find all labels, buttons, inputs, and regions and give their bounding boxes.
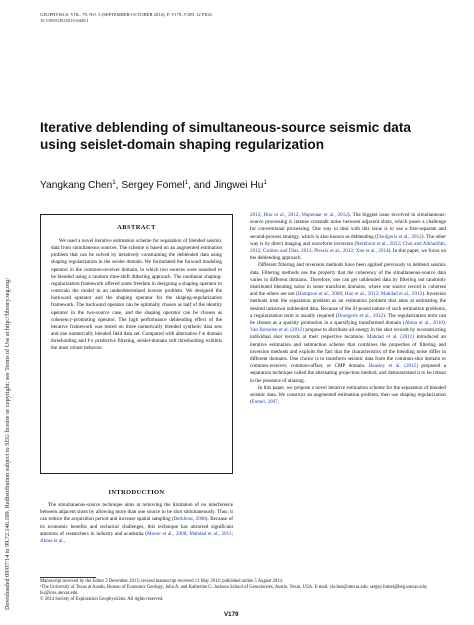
citation-link[interactable]: Xue et al., 2014 [355,248,389,255]
affiliation-mark: 1 [263,180,267,186]
paragraph-text: ; [231,530,234,537]
paragraph-text: ; [341,291,345,298]
affiliation-footnote: ¹The University of Texas at Austin, Bureau of Economic Geology, John A. and Katherine G. Jackson School of Geosciences, Austin, Texas, USA. E-mail: ykchen@utexas.edu; sergey.fomel@beg.utexas.edu; hu@ices.utexas.edu. [40,585,428,597]
abstract-text: We used a novel iterative estimation scheme for separation of blended seismic data from simultaneous sources. The scheme is based on an augmented estimation problem that can be solved by iteratively constraining the deblended data using shaping regularization in the seislet domain. We formulated the forward modeling operator in the common-receiver domain, in which two sources were assumed to be blended using a random time-shift dithering approach. The nonlinear shaping-regularization framework offered some freedom in designing a shaping operator to constrain the model in an underdetermined inverse problem. We designed the backward operator and the shaping operator for the shaping-regularization framework. The backward operator can be optimally chosen as half of the identity operator in the two-source case, and the shaping operator can be chosen as coherency-promoting operator. The high performance deblending effect of the iterative framework was tested on three numerically blended synthetic data sets and one numerically blended field data set. Compared with alternative f-k domain thresholding and f-x predictive filtering, seislet-domain soft thresholding exhibits the most robust behavior. [51,238,222,352]
author-name: Yangkang Chen [40,180,113,191]
affiliation-mark: 1 [112,180,116,186]
citation-link[interactable]: Mahdad et al., 2012 [380,291,423,298]
paragraph-text: ; [298,212,302,218]
page-number: V179 [224,611,239,618]
citation-link[interactable]: Plessix et al., 2012 [314,248,354,255]
citation-link[interactable]: Mahdad et al., 2011 [189,530,232,537]
citation-link[interactable]: 2012 [250,212,261,218]
paragraph-text: ). The other way is by direct imaging and waveform inversion ( [250,233,447,247]
body-paragraph [250,262,446,384]
author-name: Jingwei Hu [213,180,264,191]
citation-link[interactable]: Moore et al., 2008 [147,530,187,537]
paragraph-text: proposed a separation technique called the alternating projection method, and demonstrated it to be robust in the presence of aliasing. [250,363,446,384]
paragraph-text: ; [311,248,315,255]
paragraph-text: ; [186,530,190,537]
download-notice: Downloaded 09/07/14 to 99.72.146.109. Redistribution subject to SEG license or copyright; see Terms of Use at http://library.seg.org/ [4,278,11,610]
citation-link[interactable]: Abma et al., 2010 [404,320,443,327]
paragraph-text: , [277,399,280,406]
paragraph-text: In this paper, we propose a novel iterative estimation scheme for the separation of blended seismic data. We construct an augmented estimation problem, then use shaping regularization ( [250,384,446,406]
citation-link[interactable]: Fomel, 2007 [251,399,278,406]
citation-link[interactable]: Mahdad et al. (2011) [366,334,414,341]
paragraph-text: ; [260,212,264,218]
citation-link[interactable]: Beasley et al. (2012) [368,363,418,370]
citation-link[interactable]: Berkhout, 2008 [173,516,206,523]
author-separator: , and [188,180,214,191]
paragraph-text: ; [378,291,381,298]
doi: 10.1190/GEO2013-0449.1 [40,18,89,24]
footnotes [40,579,446,603]
paragraph-text: The simultaneous-source technique aims at removing the limitation of no interference between adjacent shots by allowing more than one source to be shot simultaneously. Thus, it can reduce the acquisition period and increase spatial sampling ( [40,502,233,523]
journal-citation: GEOPHYSICS, VOL. 79, NO. 5 (SEPTEMBER-OCTOBER 2014); P. V179–V189, 12 FIGS. [40,12,213,17]
citation-link[interactable]: Hampson et al., 2008 [297,291,342,298]
paragraph-text: ). [443,320,446,327]
paragraph-text: Different filtering and inversion methods have been applied previously to deblend seismic data. Filtering methods use the property that the coherency of the simultaneous-source data varies in different domains. Therefore, one can get unblended data by filtering out randomly distributed blending noise in some transform domains, where one source record is coherent and the others are not ( [250,262,446,298]
body-paragraph [250,385,446,407]
citation-link[interactable]: Wapenaar et al., 2012 [301,212,348,218]
paragraph-text: ). The biggest issue involved in simultaneous-source processing is intense crosstalk noise between adjacent shots, which poses a challenge for conventional processing. One way to deal with this issue is to use a first-separate and second-process strategy, which is also known as deblending ( [250,212,447,240]
introduction-paragraph [40,502,233,545]
citation-link[interactable]: Berkhout et al., 2012 [356,240,400,247]
author-name: Sergey Fomel [121,180,185,191]
author-list [40,177,440,192]
paragraph-text: ; [260,248,264,255]
citation-link[interactable]: Doulgeris et al., 2012 [337,312,384,319]
paragraph-text: ; [399,240,403,247]
right-column [250,212,446,406]
journal-header [40,12,213,24]
citation-link[interactable]: Van Borselen et al. (2012) [250,327,305,334]
paragraph-text: ). Inversion methods treat the separation problem as an estimation problem that aims at estimating the desired unknown unblended data. Because of the ill-posed nature of such estimation problems, a regularization term is usually required ( [250,291,447,319]
paragraph-text: ). Because of its economic benefits and technical challenges, this technique has attracted significant attention of researchers in industry and academia ( [40,516,234,537]
paragraph-text: ). In this paper, we focus on the deblending approach. [250,248,447,262]
body-paragraph [250,212,446,262]
citation-link[interactable]: Huo et al., 2012 [344,291,379,298]
abstract-heading: ABSTRACT [117,224,156,231]
citation-link[interactable]: Abma et al., [40,538,66,545]
paragraph-text: propose to distribute all energy in the shot records by reconstructing individual shot records at their respective locations. [250,327,446,341]
paragraph-text: introduced an iterative estimation and subtraction scheme that combines the properties of filtering and inversion methods and exploits the fact that the characteristics of the blending noise differ in different domains. One choice is to transform seismic data from the common-shot domain to common-receiver, common-offset, or CMP domain. [250,334,446,370]
abstract-box [40,214,233,474]
footnote-rule [40,577,96,578]
citation-link[interactable]: Guitton and Díaz, 2012 [263,248,312,255]
introduction-heading: INTRODUCTION [108,489,165,496]
paragraph-text: ; [353,248,356,255]
citation-link[interactable]: Choi and Alkhalifah, 2012 [250,240,446,255]
citation-link[interactable]: Doulgeris et al., 2012 [376,233,422,240]
citation-link[interactable]: Huo et al., 2012 [263,212,299,218]
paragraph-text: ). The regularization term can be chosen as a sparsity promotion in a sparsifying transformed domain ( [250,312,447,327]
affiliation-mark: 1 [184,180,189,186]
copyright-notice: © 2014 Society of Exploration Geophysicists. All rights reserved. [40,597,164,603]
paper-title: Iterative deblending of simultaneous-source seismic data using seislet-domain shaping regularization [40,120,411,152]
manuscript-dates: Manuscript received by the Editor 2 December 2013; revised manuscript received 13 May 2014; published online 5 August 2014. [40,579,284,584]
author-separator: , [115,180,122,191]
